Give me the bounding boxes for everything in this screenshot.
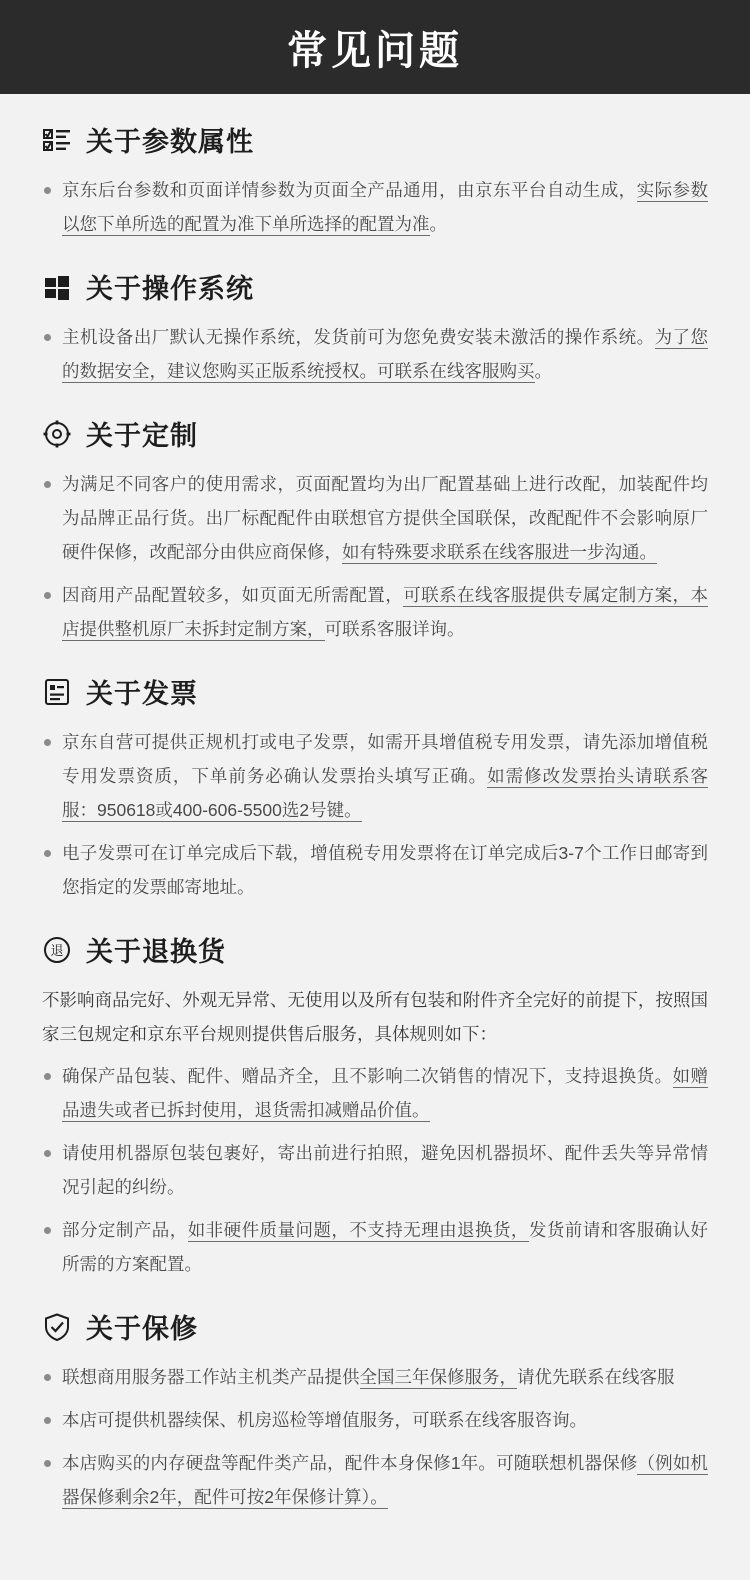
item-text-part-underlined: （例如机器保修剩余2年，配件可按2年保修计算）。 — [62, 1453, 709, 1507]
item-text-part: 主机设备出厂默认无操作系统，发货前可为您免费安装未激活的操作系统。 — [62, 327, 655, 347]
item-text-part: 。 — [429, 214, 447, 234]
item-text-part-underlined: 如赠品遗失或者已拆封使用，退货需扣减赠品价值。 — [62, 1066, 709, 1120]
list-item — [42, 1213, 708, 1281]
list-item — [42, 578, 708, 646]
section-title: 关于参数属性 — [86, 127, 254, 157]
page-header — [0, 0, 750, 94]
faq-section-parameters — [42, 120, 708, 241]
item-text-part-underlined: 如有特殊要求联系在线客服进一步沟通。 — [342, 542, 657, 562]
section-items — [42, 725, 708, 904]
section-title: 关于保修 — [86, 1314, 198, 1344]
section-header — [42, 1307, 708, 1346]
list-item — [42, 173, 708, 241]
item-text-part: 发货前请和客服确认好所需的方案配置。 — [62, 1220, 709, 1274]
list-item — [42, 1446, 708, 1514]
gear-target-icon — [42, 419, 72, 449]
list-item — [42, 1403, 708, 1437]
item-text-part: 确保产品包装、配件、赠品齐全，且不影响二次销售的情况下，支持退换货。 — [62, 1066, 673, 1086]
item-text-part: 京东后台参数和页面详情参数为页面全产品通用，由京东平台自动生成， — [62, 180, 637, 200]
section-items — [42, 320, 708, 388]
item-text-part-underlined: 可联系在线客服提供专属定制方案，本店提供整机原厂未拆封定制方案， — [62, 585, 709, 639]
section-intro: 不影响商品完好、外观无异常、无使用以及所有包装和附件齐全完好的前提下，按照国家三包规定和京东平台规则提供售后服务，具体规则如下： — [42, 990, 708, 1044]
item-text-part-underlined: 为了您的数据安全，建议您购买正版系统授权。可联系在线客服购买 — [62, 327, 709, 381]
section-title: 关于退换货 — [86, 937, 226, 967]
item-text-part: 电子发票可在订单完成后下载，增值税专用发票将在订单完成后3-7个工作日邮寄到您指定的发票邮寄地址。 — [62, 843, 708, 897]
item-text-part: 请使用机器原包装包裹好，寄出前进行拍照，避免因机器损坏、配件丢失等异常情况引起的纠纷。 — [62, 1143, 708, 1197]
list-item — [42, 1360, 708, 1394]
section-items — [42, 1360, 708, 1514]
section-header — [42, 930, 708, 969]
list-item — [42, 1136, 708, 1204]
item-text-part-underlined: 实际参数以您下单所选的配置为准下单所选择的配置为准 — [62, 180, 709, 234]
item-text-part-underlined: 如需修改发票抬头请联系客服：950618或400-606-5500选2号键。 — [62, 766, 709, 820]
item-text-part: 请优先联系在线客服 — [517, 1367, 675, 1387]
item-text-part: 本店可提供机器续保、机房巡检等增值服务，可联系在线客服咨询。 — [62, 1410, 587, 1430]
item-text-part: 部分定制产品， — [62, 1220, 188, 1240]
invoice-icon — [42, 677, 72, 707]
item-text-part: 可联系客服详询。 — [324, 619, 465, 639]
item-text-part: 。 — [534, 361, 552, 381]
faq-content — [0, 94, 750, 1580]
section-header — [42, 267, 708, 306]
item-text-part-underlined: 全国三年保修服务， — [359, 1367, 517, 1387]
faq-section-invoice — [42, 672, 708, 904]
item-text-part: 因商用产品配置较多，如页面无所需配置， — [62, 585, 404, 605]
shield-check-icon — [42, 1312, 72, 1342]
section-title: 关于发票 — [86, 679, 198, 709]
item-text-part: 京东自营可提供正规机打或电子发票，如需开具增值税专用发票，请先添加增值税专用发票资质，下单前务必确认发票抬头填写正确。 — [62, 732, 708, 786]
item-text-part: 联想商用服务器工作站主机类产品提供 — [62, 1367, 360, 1387]
list-item — [42, 320, 708, 388]
section-header — [42, 120, 708, 159]
windows-icon — [42, 272, 72, 302]
item-text-part-underlined: 如非硬件质量问题，不支持无理由退换货， — [187, 1220, 529, 1240]
faq-section-returns — [42, 930, 708, 1281]
list-item — [42, 725, 708, 827]
item-text-part: 本店购买的内存硬盘等配件类产品，配件本身保修1年。可随联想机器保修 — [62, 1453, 638, 1473]
section-header — [42, 414, 708, 453]
list-item — [42, 1059, 708, 1127]
return-icon — [42, 935, 72, 965]
faq-section-customization — [42, 414, 708, 646]
faq-section-warranty — [42, 1307, 708, 1514]
list-item — [42, 467, 708, 569]
list-item — [42, 836, 708, 904]
section-items — [42, 1059, 708, 1281]
section-title: 关于定制 — [86, 421, 198, 451]
section-items — [42, 467, 708, 646]
section-items — [42, 173, 708, 241]
section-header — [42, 672, 708, 711]
list-checklist-icon — [42, 125, 72, 155]
page-title: 常见问题 — [287, 28, 463, 73]
section-title: 关于操作系统 — [86, 274, 254, 304]
item-text-part: 为满足不同客户的使用需求，页面配置均为出厂配置基础上进行改配，加装配件均为品牌正品行货。出厂标配配件由联想官方提供全国联保，改配配件不会影响原厂硬件保修，改配部分由供应商保修， — [62, 474, 708, 562]
faq-section-operating-system — [42, 267, 708, 388]
svg-text:退: 退 — [50, 942, 64, 958]
item-text — [62, 180, 708, 236]
